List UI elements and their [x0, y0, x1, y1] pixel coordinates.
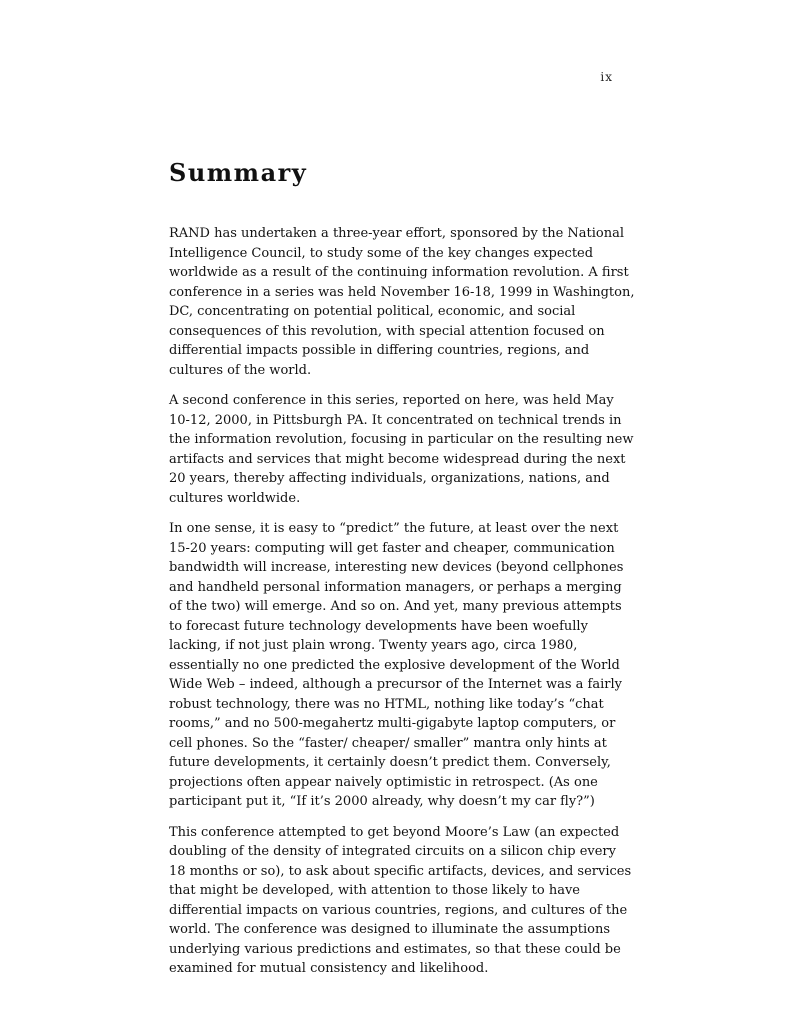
page-number: ix: [600, 70, 613, 84]
page-title: Summary: [169, 158, 308, 187]
summary-body: [169, 224, 635, 990]
paragraph-2: A second conference in this series, reported on here, was held May 10-12, 2000, in Pittsburgh PA. It concentrated on technical trends in the information revolution, focusing in particular on the resulting new artifacts and services that might become widespread during the next 20 years, thereby affecting individuals, organizations, nations, and cultures worldwide.: [169, 393, 634, 506]
paragraph-1: RAND has undertaken a three-year effort, sponsored by the National Intelligence Council, to study some of the key changes expected worldwide as a result of the continuing information revolution. A first conference in a series was held November 16-18, 1999 in Washington, DC, concentrating on potential political, economic, and social consequences of this revolution, with special attention focused on differential impacts possible in differing countries, regions, and cultures of the world.: [169, 226, 635, 378]
paragraph-4: This conference attempted to get beyond Moore’s Law (an expected doubling of the density of integrated circuits on a silicon chip every 18 months or so), to ask about specific artifacts, devices, and services that might be developed, with attention to those likely to have differential impacts on various countries, regions, and cultures of the world. The conference was designed to illuminate the assumptions underlying various predictions and estimates, so that these could be examined for mutual consistency and likelihood.: [169, 824, 632, 976]
paragraph-3: In one sense, it is easy to “predict” the future, at least over the next 15-20 years: computing will get faster and cheaper, communication bandwidth will increase, interesting new devices (beyond cellphones and handheld personal information managers, or perhaps a merging of the two) will emerge. And so on. And yet, many previous attempts to forecast future technology developments have been woefully lacking, if not just plain wrong. Twenty years ago, circa 1980, essentially no one predicted the explosive development of the World Wide Web – indeed, although a precursor of the Internet was a fairly robust technology, there was no HTML, nothing like today’s “chat rooms,” and no 500-megahertz multi-gigabyte laptop computers, or cell phones. So the “faster/ cheaper/ smaller” mantra only hints at future developments, it certainly doesn’t predict them. Conversely, projections often appear naively optimistic in retrospect. (As one participant put it, “If it’s 2000 already, why doesn’t my car fly?”): [169, 521, 624, 809]
